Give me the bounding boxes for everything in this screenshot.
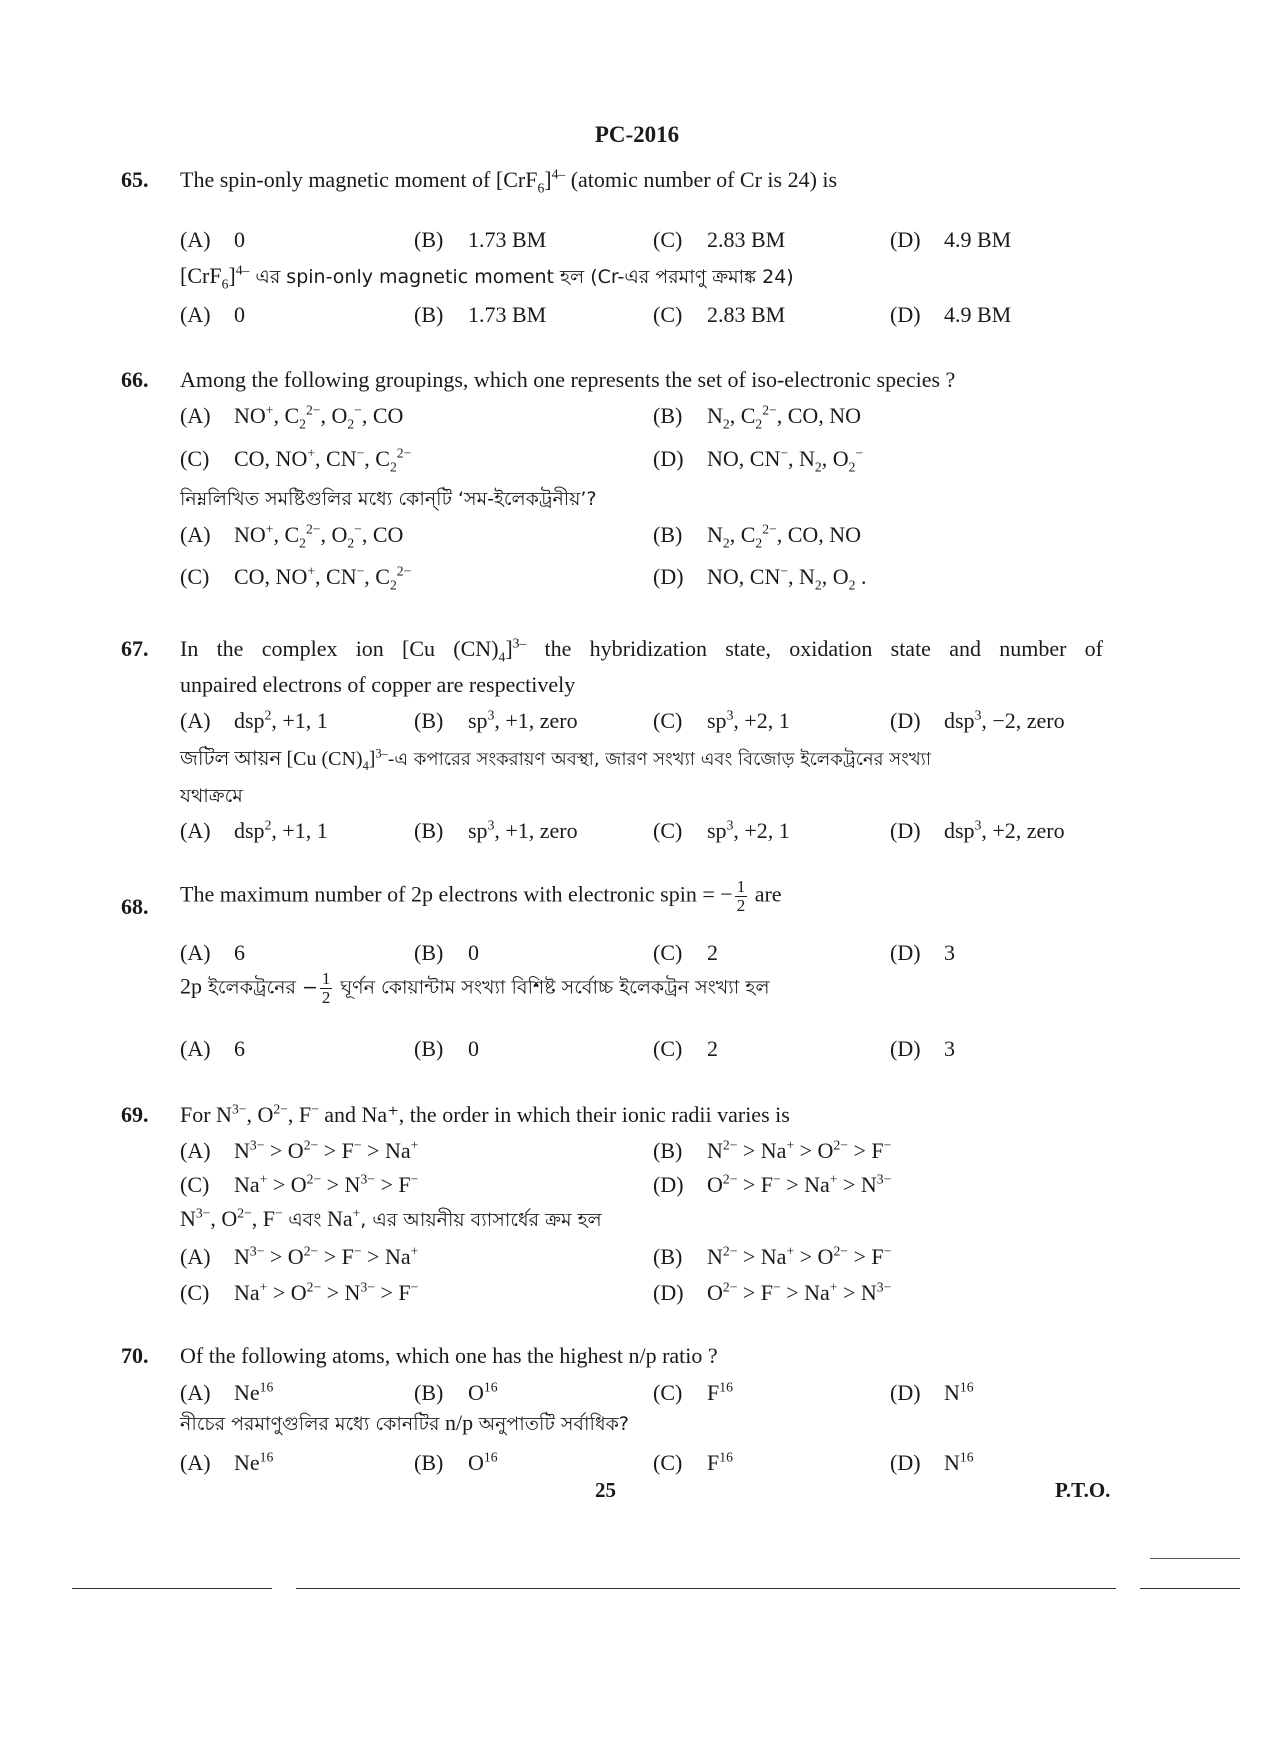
question-text-en: Among the following groupings, which one represents the set of iso-electronic species ? [180, 367, 956, 392]
question-text-bn-line1: জটিল আয়ন [Cu $(CN)_4]^{3-}-এ$ কপারের সংকরায়ণ অবস্থা, জারণ সংখ্যা এবং বিজোড় ইলেকট্রনের সংখ্যা [180, 746, 932, 773]
option-b[interactable]: (B) 0 [414, 940, 479, 965]
question-number: 70. [121, 1343, 149, 1368]
option-c-bn[interactable]: (C) $Na^+ > O^{2-} > N^{3-} > F^-$ [180, 1279, 419, 1305]
fraction: $\frac{1}{2}$ [321, 969, 331, 1007]
option-a[interactable]: (A) NO+, $C_2^{2-}$, $O_2^-$, CO [180, 402, 404, 432]
question-text-bn: 2p ইলেকট্রনের − $\frac{1}{2}$ ঘূর্ণন কোয়ান্টাম সংখ্যা বিশিষ্ট সর্বোচ্চ ইলেকট্রন সংখ্যা হল [180, 969, 770, 1007]
bottom-divider [296, 1588, 1116, 1589]
option-b-bn[interactable]: (B) $sp^3$, +1, zero [414, 817, 578, 843]
option-a[interactable]: (A) Ne$^{16}$ [180, 1379, 274, 1405]
option-d-bn[interactable]: (D) 4.9 BM [890, 302, 1012, 327]
option-a[interactable]: (A) dsp$^2$, +1, 1 [180, 707, 328, 733]
option-c[interactable]: (C) 2 [653, 940, 718, 965]
option-c-bn[interactable]: (C) $F^{16}$ [653, 1449, 733, 1475]
option-a-bn[interactable]: (A) Ne$^{16}$ [180, 1449, 274, 1475]
question-text-en: For $N^{3-}$, $O^{2-}$, F− and Na⁺, the order in which their ionic radii varies is [180, 1101, 790, 1127]
option-c-bn[interactable]: (C) 2.83 BM [653, 302, 786, 327]
option-a[interactable]: (A) $N^{3-} > O^{2-} > F^- > Na^+$ [180, 1137, 419, 1163]
option-a-bn[interactable]: (A) NO+, $C_2^{2-}$, $O_2^-$, CO [180, 521, 404, 551]
option-c-bn[interactable]: (C) CO, NO+, CN−, $C_2^{2-}$ [180, 563, 412, 593]
option-d[interactable]: (D) dsp$^3$, −2, zero [890, 707, 1065, 733]
option-d-bn[interactable]: (D) $N^{16}$ [890, 1449, 974, 1475]
question-text-en: Of the following atoms, which one has the highest n/p ratio ? [180, 1343, 718, 1368]
option-d-bn[interactable]: (D) 3 [890, 1036, 955, 1061]
option-b[interactable]: (B) $N_2$, $C_2^{2-}$, CO, NO [653, 402, 862, 432]
option-c[interactable]: (C) 2.83 BM [653, 227, 786, 252]
bottom-divider [72, 1588, 272, 1589]
option-d[interactable]: (D) $O^{2-} > F^- > Na^+ > N^{3-}$ [653, 1171, 892, 1197]
option-a-bn[interactable]: (A) $N^{3-} > O^{2-} > F^- > Na^+$ [180, 1243, 419, 1269]
bottom-divider [1140, 1588, 1240, 1589]
option-d[interactable]: (D) NO, CN−, $N_2$, $O_2^-$ [653, 445, 864, 475]
question-number: 67. [121, 636, 149, 661]
question-text-en-line2: unpaired electrons of copper are respectively [180, 672, 576, 697]
option-d[interactable]: (D) $N^{16}$ [890, 1379, 974, 1405]
option-b-bn[interactable]: (B) 0 [414, 1036, 479, 1061]
question-number: 65. [121, 167, 149, 192]
question-number: 69. [121, 1102, 149, 1127]
option-d-bn[interactable]: (D) NO, CN−, $N_2$, $O_2$ . [653, 563, 867, 593]
question-text-bn-line2: যথাক্রমে [180, 785, 243, 807]
scan-mark [1150, 1558, 1240, 1559]
option-c[interactable]: (C) $F^{16}$ [653, 1379, 733, 1405]
option-a-bn[interactable]: (A) 0 [180, 302, 245, 327]
option-c-bn[interactable]: (C) $sp^3$, +2, 1 [653, 817, 790, 843]
option-b[interactable]: (B) $N^{2-} > Na^+ > O^{2-} > F^-$ [653, 1137, 892, 1163]
option-b-bn[interactable]: (B) $O^{16}$ [414, 1449, 498, 1475]
option-a-bn[interactable]: (A) dsp$^2$, +1, 1 [180, 817, 328, 843]
option-b[interactable]: (B) 1.73 BM [414, 227, 547, 252]
question-text-en: The maximum number of 2p electrons with electronic spin = − $\frac{1}{2}$ are [180, 877, 782, 915]
page-header: PC-2016 [594, 122, 680, 147]
option-b-bn[interactable]: (B) $N^{2-} > Na^+ > O^{2-} > F^-$ [653, 1243, 892, 1269]
option-d[interactable]: (D) 4.9 BM [890, 227, 1012, 252]
option-c-bn[interactable]: (C) 2 [653, 1036, 718, 1061]
option-c[interactable]: (C) CO, NO+, CN−, $C_2^{2-}$ [180, 445, 412, 475]
option-a[interactable]: (A) 6 [180, 940, 245, 965]
option-d[interactable]: (D) 3 [890, 940, 955, 965]
option-b-bn[interactable]: (B) $N_2$, $C_2^{2-}$, CO, NO [653, 521, 862, 551]
question-text-en: The spin-only magnetic moment of $[CrF_6]^{4-}$ (atomic number of Cr is 24) is [180, 166, 838, 196]
option-b-bn[interactable]: (B) 1.73 BM [414, 302, 547, 327]
option-b[interactable]: (B) $O^{16}$ [414, 1379, 498, 1405]
question-number: 66. [121, 367, 149, 392]
question-text-en-line1: In the complex ion [Cu $(CN)_4]^{3-}$ the hybridization state, oxidation state and number of [180, 635, 1103, 665]
question-text-bn: $[CrF_6]^{4-}$ এর spin-only magnetic moment হল (Cr-এর পরমাণু ক্রমাঙ্ক 24) [180, 262, 794, 292]
fraction: $\frac{1}{2}$ [736, 877, 746, 915]
page-number: 25 [595, 1478, 616, 1502]
option-d-bn[interactable]: (D) $O^{2-} > F^- > Na^+ > N^{3-}$ [653, 1279, 892, 1305]
question-number: 68. [121, 894, 149, 919]
question-text-bn: নিম্নলিখিত সমষ্টিগুলির মধ্যে কোন্‌টি ‘সম-ইলেকট্রনীয়’? [180, 488, 597, 510]
option-d-bn[interactable]: (D) dsp$^3$, +2, zero [890, 817, 1065, 843]
option-a-bn[interactable]: (A) 6 [180, 1036, 245, 1061]
question-text-bn: নীচের পরমাণুগুলির মধ্যে কোনটির n/p অনুপাতটি সর্বাধিক? [180, 1410, 629, 1435]
option-c[interactable]: (C) $sp^3$, +2, 1 [653, 707, 790, 733]
option-b[interactable]: (B) $sp^3$, +1, zero [414, 707, 578, 733]
pto-label: P.T.O. [1055, 1478, 1111, 1502]
option-c[interactable]: (C) $Na^+ > O^{2-} > N^{3-} > F^-$ [180, 1171, 419, 1197]
option-a[interactable]: (A) 0 [180, 227, 245, 252]
question-text-bn: $N^{3-}$, $O^{2-}$, F− এবং Na+, এর আয়নীয় ব্যাসার্ধের ক্রম হল [180, 1205, 602, 1231]
